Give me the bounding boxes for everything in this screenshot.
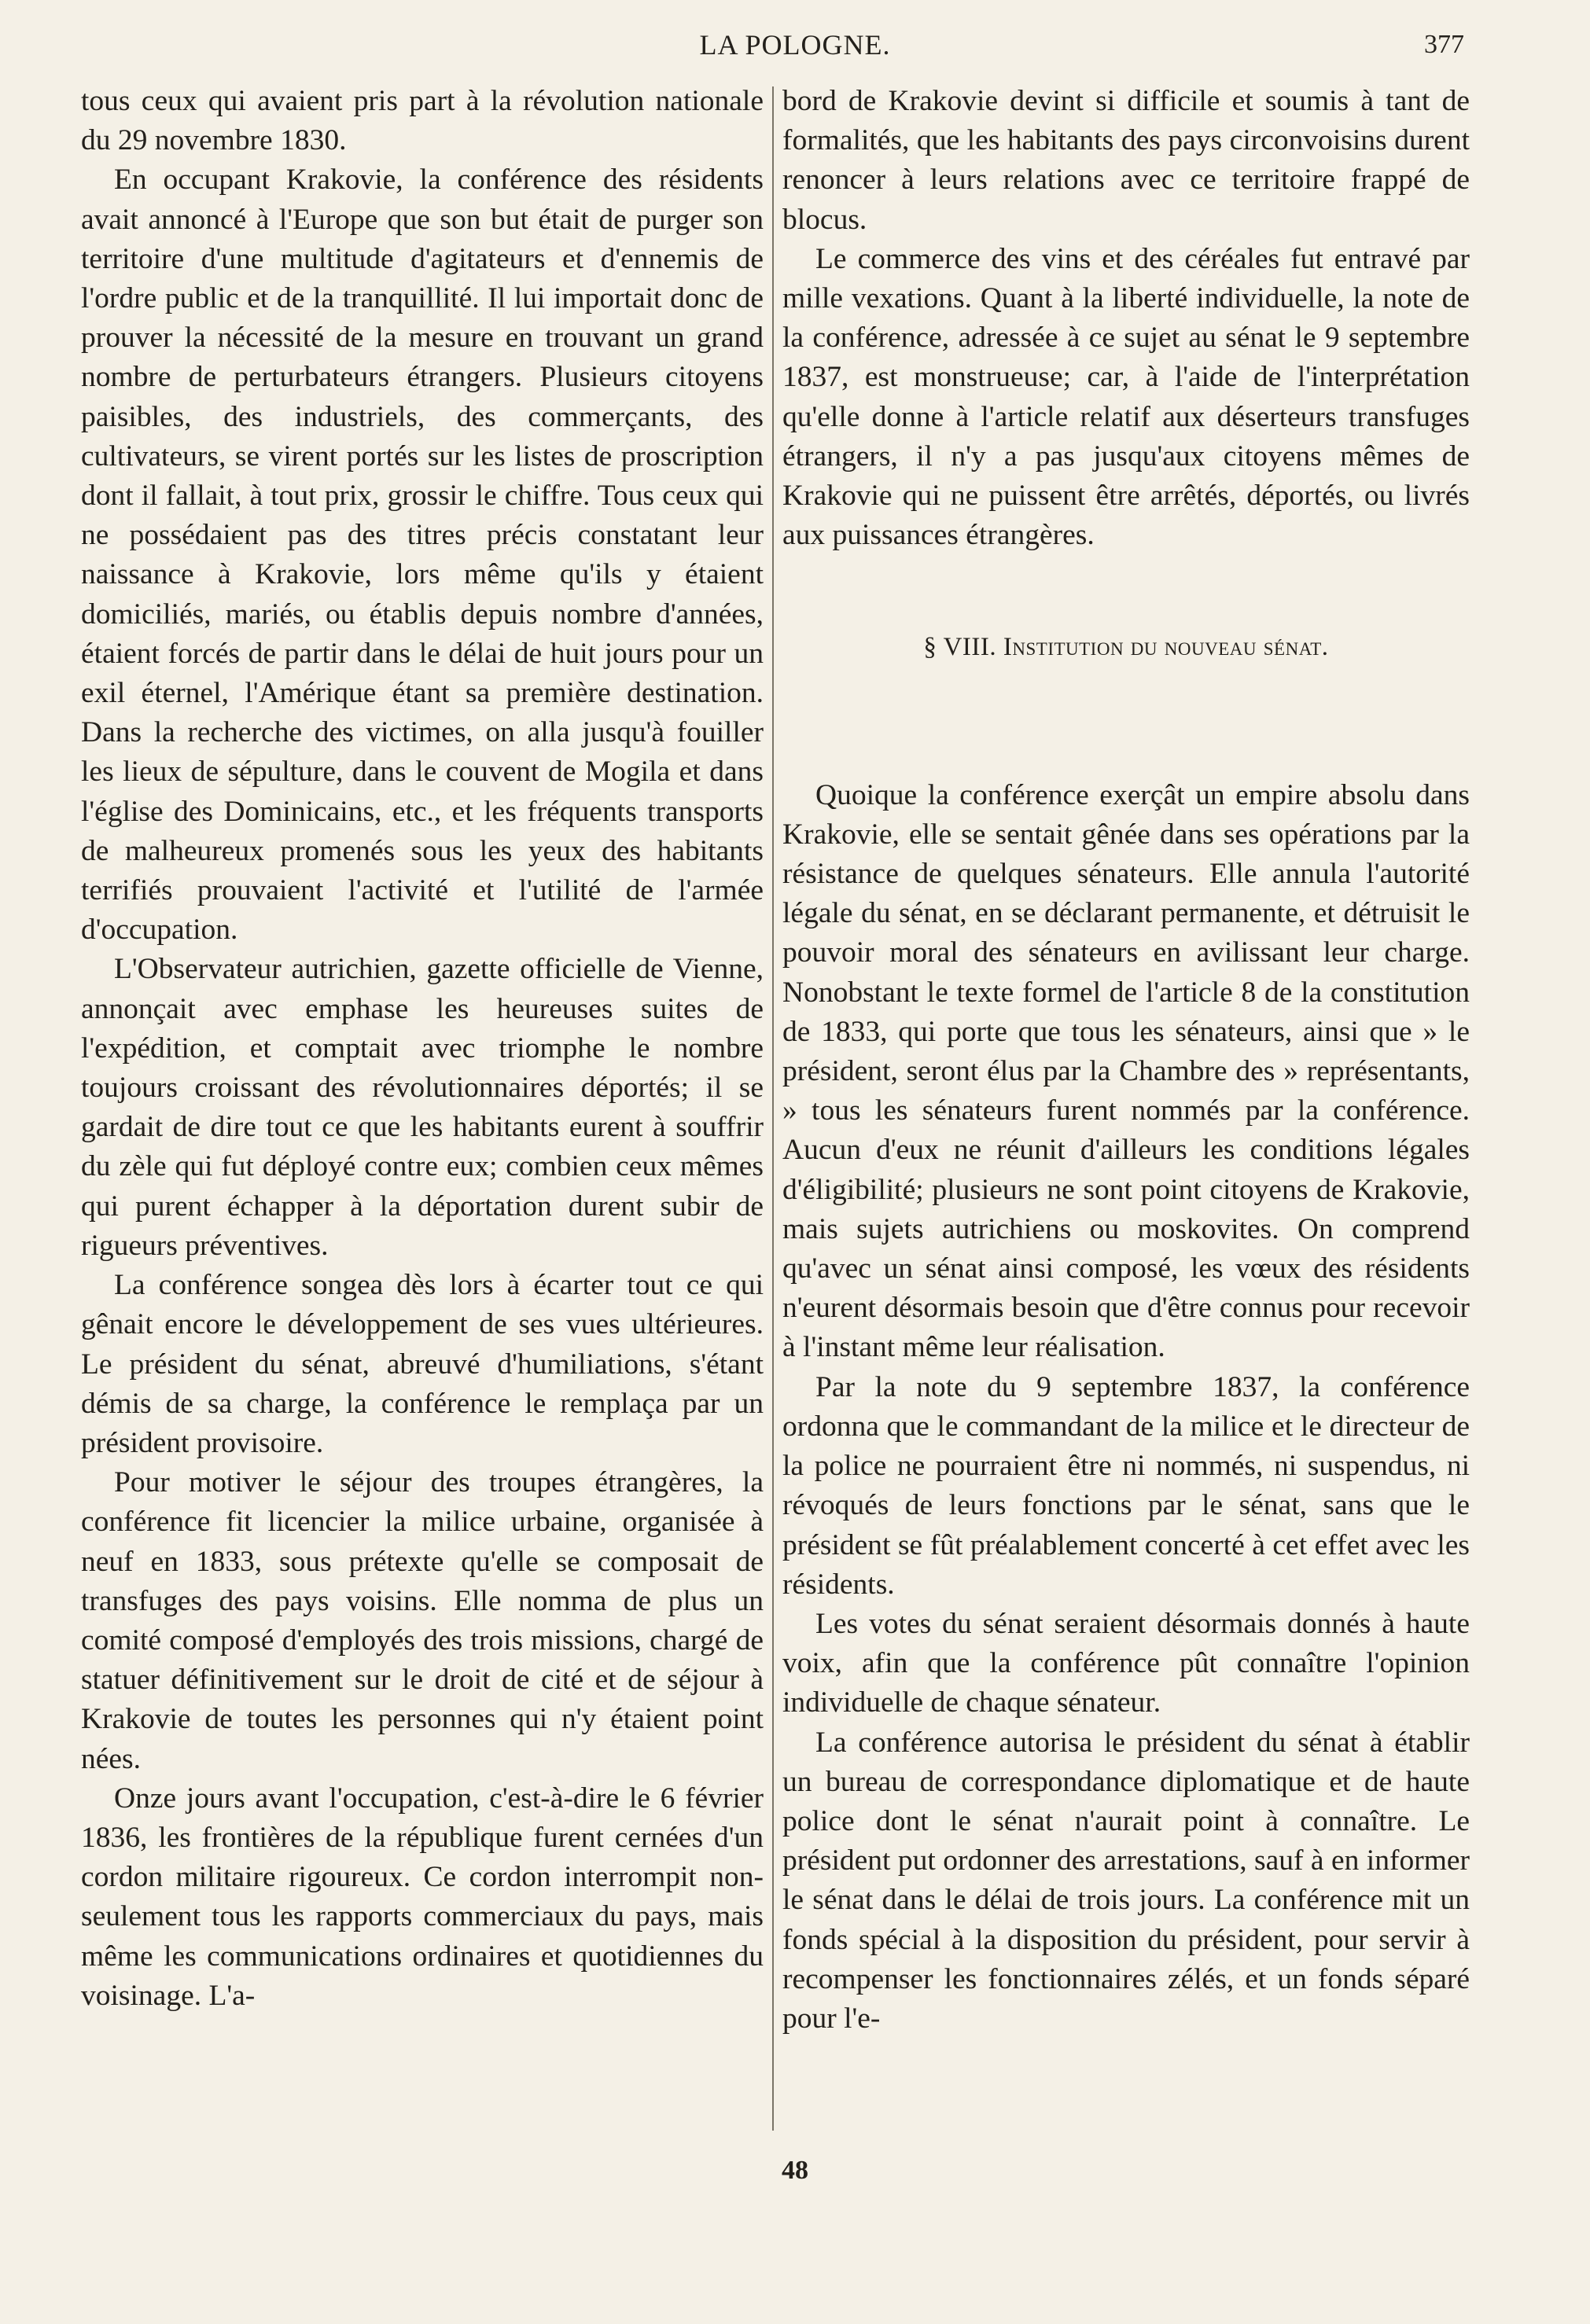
column-divider [772, 86, 774, 2131]
paragraph: Le commerce des vins et des céréales fut entravé par mille vexations. Quant à la liberté individuelle, la note de la conférence, adressée à ce sujet au sénat le 9 septembre 1837, est monstrueuse; car, à l'aide de l'interprétation qu'elle donne à l'article relatif aux déserteurs transfuges étrangers, il n'y a pas jusqu'aux citoyens mêmes de Krakovie qui ne puissent être arrêtés, déportés, ou livrés aux puissances étrangères. [782, 242, 1470, 552]
section-title: Institution du nouveau sénat. [1003, 633, 1329, 662]
paragraph: L'Observateur autrichien, gazette officielle de Vienne, annonçait avec emphase les heureuses suites de l'expédition, et comptait avec triomphe le nombre toujours croissant des révolutionnaires déportés; il se gardait de dire tout ce que les habitants eurent à souffrir du zèle qui fut déployé contre eux; combien ceux mêmes qui purent échapper à la déportation durent subir de rigueurs préventives. [81, 953, 764, 1262]
paragraph: Par la note du 9 septembre 1837, la conférence ordonna que le commandant de la milice et le directeur de la police ne pourraient être ni nommés, ni suspendus, ni révoqués de leurs fonctions par le sénat, sans que le président se fût préalablement concerté à cet effet avec les résidents. [782, 1370, 1470, 1601]
right-column [782, 82, 1470, 2039]
paragraph: Quoique la conférence exerçât un empire absolu dans Krakovie, elle se sentait gênée dans ses opérations par la résistance de quelques sénateurs. Elle annula l'autorité légale du sénat, en se déclarant permanente, et détruisit le pouvoir moral des sénateurs en avilissant leur charge. Nonobstant le texte formel de l'article 8 de la constitution de 1833, qui porte que tous les sénateurs, ainsi que » le président, seront élus par la Chambre des » représentants, » tous les sénateurs furent nommés par la conférence. Aucun d'eux ne réunit d'ailleurs les conditions légales d'éligibilité; plusieurs ne sont point citoyens de Krakovie, mais sujets autrichiens ou moskovites. On comprend qu'avec un sénat ainsi composé, les vœux des résidents n'eurent désormais besoin que d'être connus pour recevoir à l'instant même leur réalisation. [782, 778, 1470, 1364]
running-title: LA POLOGNE. [699, 29, 891, 61]
paragraph: tous ceux qui avaient pris part à la révolution nationale du 29 novembre 1830. [81, 85, 764, 157]
paragraph: En occupant Krakovie, la conférence des résidents avait annoncé à l'Europe que son but était de purger son territoire d'une multitude d'agitateurs et d'ennemis de l'ordre public et de la tranquillité. Il lui importait donc de prouver la nécessité de la mesure en trouvant un grand nombre de perturbateurs étrangers. Plusieurs citoyens paisibles, des industriels, des commerçants, des cultivateurs, se virent portés sur les listes de proscription dont il fallait, à tout prix, grossir le chiffre. Tous ceux qui ne possédaient pas des titres précis constatant leur naissance à Krakovie, lors même qu'ils y étaient domiciliés, mariés, ou établis depuis nombre d'années, étaient forcés de partir dans le délai de huit jours pour un exil éternel, l'Amérique étant sa première destination. Dans la recherche des victimes, on alla jusqu'à fouiller les lieux de sépulture, dans le couvent de Mogila et dans l'église des Dominicains, etc., et les fréquents transports de malheureux promenés sous les yeux des habitants terrifiés prouvaient l'activité et l'utilité de l'armée d'occupation. [81, 164, 764, 947]
paragraph: La conférence autorisa le président du sénat à établir un bureau de correspondance diplomatique et de haute police dont le sénat n'aurait point à connaître. Le président put ordonner des arrestations, sauf à en informer le sénat dans le délai de trois jours. La conférence mit un fonds spécial à la disposition du président, pour servir à recompenser les fonctionnaires zélés, et un fonds séparé pour l'e- [782, 1726, 1470, 2035]
paragraph: La conférence songea dès lors à écarter tout ce qui gênait encore le développement de ses vues ultérieures. Le président du sénat, abreuvé d'humiliations, s'étant démis de sa charge, la conférence le remplaça par un président provisoire. [81, 1269, 764, 1459]
left-column [81, 82, 764, 2016]
section-heading [782, 627, 1470, 667]
paragraph: Les votes du sénat seraient désormais donnés à haute voix, afin que la conférence pût connaître l'opinion individuelle de chaque sénateur. [782, 1607, 1470, 1719]
paragraph: bord de Krakovie devint si difficile et soumis à tant de formalités, que les habitants des pays circonvoisins durent renoncer à leurs relations avec ce territoire frappé de blocus. [782, 85, 1470, 236]
section-number: § VIII. [923, 633, 997, 662]
signature-mark: 48 [782, 2156, 808, 2185]
paragraph: Pour motiver le séjour des troupes étrangères, la conférence fit licencier la milice urbaine, organisée à neuf en 1833, sous prétexte qu'elle se composait de transfuges des pays voisins. Elle nomma de plus un comité composé d'employés des trois missions, chargé de statuer définitivement sur le droit de cité et de séjour à Krakovie de toutes les personnes qui n'y étaient point nées. [81, 1466, 764, 1775]
paragraph: Onze jours avant l'occupation, c'est-à-dire le 6 février 1836, les frontières de la république furent cernées d'un cordon militaire rigoureux. Ce cordon interrompit non-seulement tous les rapports commerciaux du pays, mais même les communications ordinaires et quotidiennes du voisinage. L'a- [81, 1782, 764, 2012]
page-number: 377 [1424, 30, 1464, 59]
